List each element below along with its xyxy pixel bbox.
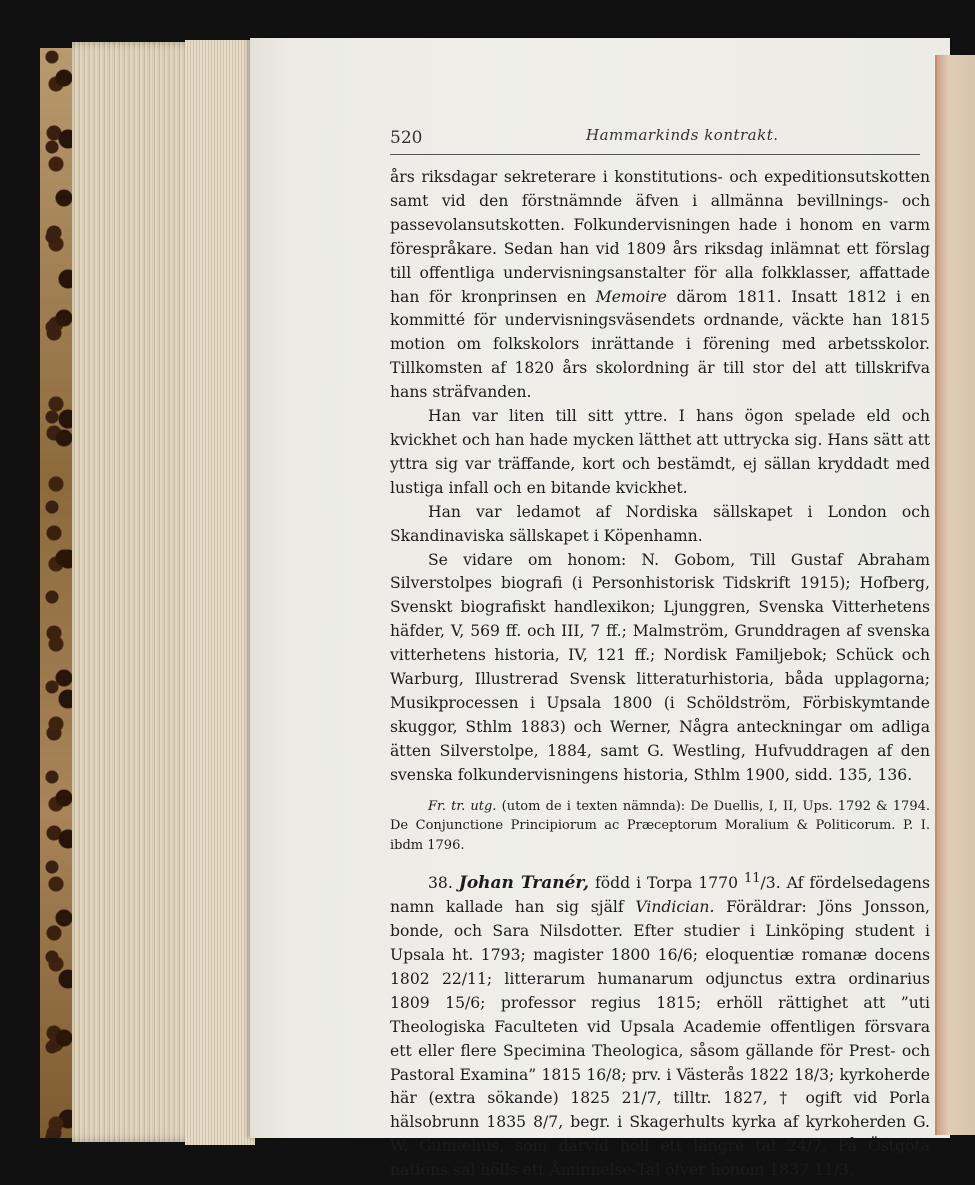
running-title: Hammarkinds kontrakt. [586,126,779,144]
page-header [390,124,920,155]
next-page-edge [935,55,975,1135]
body-text [390,166,930,1183]
paragraph-2: Han var liten till sitt yttre. I hans ögon spelade eld och kvickhet och han hade mycken lätthet att uttrycka sig. Hans sätt att yttra sig var träffande, kort och bestämdt, ej sällan kryddadt med lustiga infall och en bitande kvickhet. [390,407,930,497]
publications-note: Fr. tr. utg. (utom de i texten nämnda): De Duellis, I, II, Ups. 1792 & 1794. De Conjunctione Principiorum ac Præceptorum Moralium & Politicorum. P. I. ibdm 1796. [390,798,930,853]
entry-38: 38. Johan Tranér, född i Torpa 1770 $^{11}$/3. Af fördelsedagens namn kallade han sig själf Vindician. Föräldrar: Jöns Jonsson, bonde, och Sara Nilsdotter. Efter studier i Linköping student i Upsala ht. 1793; magister 1800 16/6; eloquentiæ romanæ docens 1802 22/11; litterarum humanarum odjunctus extra ordinarius 1809 15/6; professor regius 1815; erhöll rättighet att ”uti Theologiska Faculteten vid Upsala Academie offentligen försvara ett eller flere Specimina Theologica, såsom gällande för Prest- och Pastoral Examina” 1815 16/8; prv. i Västerås 1822 18/3; kyrkoherde här (extra sökande) 1825 21/7, tilltr. 1827, † ogift vid Porla hälsobrunn 1835 8/7, begr. i Skagerhults kyrka af kyrkoherden G. W. Gumælius, som därvid höll ett längre tal 24/7. På Östgöta nations sal hölls ett Åminnelse-Tal öfver honom 1837 11/3. [390,871,930,1180]
memoire-italic: Memoire [595,287,667,306]
page-number: 520 [390,128,423,148]
page-edges-inner [185,40,255,1145]
paragraph-3: Han var ledamot af Nordiska sällskapet i London och Skandinaviska sällskapet i Köpenhamn. [390,502,930,545]
paragraph-references: Se vidare om honom: N. Gobom, Till Gustaf Abraham Silverstolpes biografi (i Personhistorisk Tidskrift 1915); Hofberg, Svenskt biografiskt handlexikon; Ljunggren, Svenska Vitterhetens häfder, V, 569 ff. och III, 7 ff.; Malmström, Grunddragen af svenska vitterhetens historia, IV, 121 ff.; Nordisk Familjebok; Schück och Warburg, Illustrerad Svensk litteraturhistoria, båda upplagorna; Musikprocessen i Upsala 1800 (i Schöldström, Förbiskymtande skuggor, Sthlm 1883) och Werner, Några anteckningar om adliga ätten Silverstolpe, 1884, samt G. Westling, Hufvuddragen af den svenska folkundervisningens historia, Sthlm 1900, sidd. 135, 136. [390,550,930,784]
paragraph-1: års riksdagar sekreterare i konstitutions- och expeditionsutskotten samt vid den förstnämnde äfven i allmänna bevillnings- och passevolansutskotten. Folkundervisningen hade i honom en varm förespråkare. Sedan han vid 1809 års riksdag inlämnat ett förslag till offentliga undervisningsanstalter för alla folkklasser, affattade han för kronprinsen en Memoire därom 1811. Insatt 1812 i en kommitté för undervisningsväsendets ordnande, väckte han 1815 motion om folkskolors inrättande i förening med arbetsskolor. Tillkomsten af 1820 års skolordning är till stor del att tillskrifva hans sträfvanden. [390,168,930,402]
entry-name: Johan Tranér, [458,873,590,894]
